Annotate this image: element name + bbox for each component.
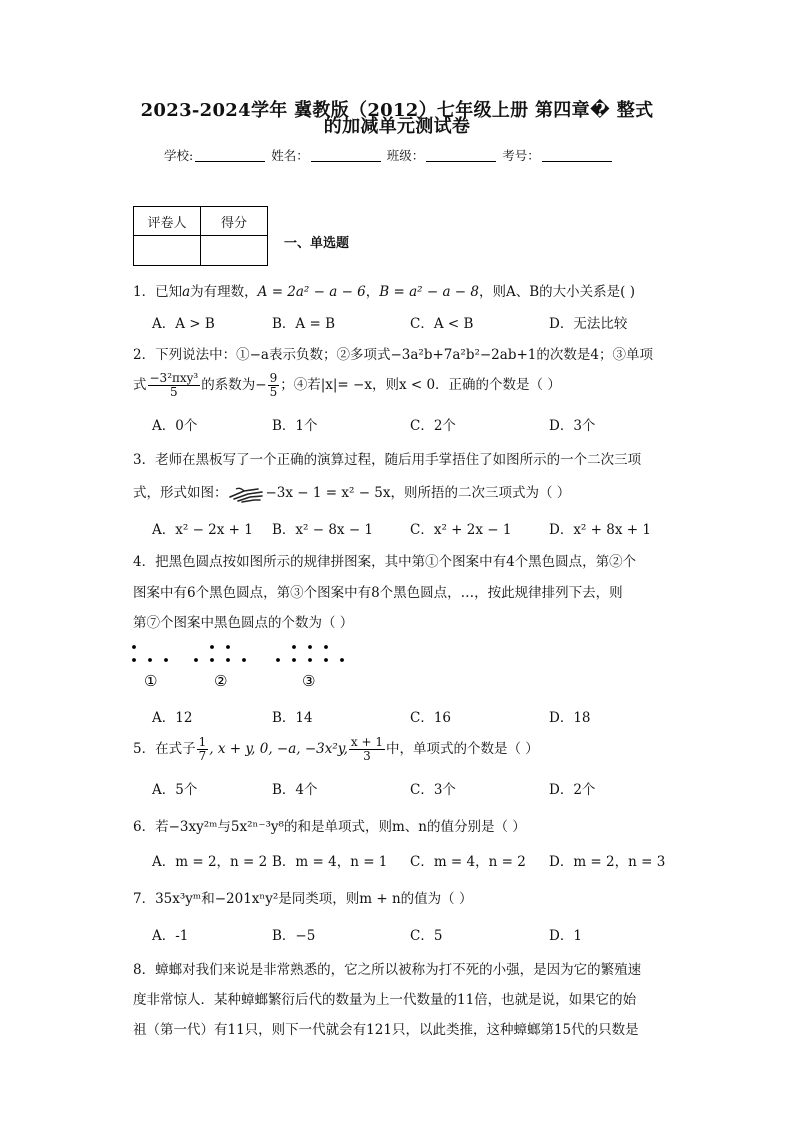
q6-option-b[interactable]: B．m = 4，n = 1 (272, 854, 388, 870)
q1-text-a: 已知 (155, 284, 183, 300)
q7-option-d[interactable]: D．1 (549, 928, 582, 944)
q1-expr-b: B = a² − a − 8 (379, 284, 479, 300)
pattern-3-dot (292, 658, 296, 662)
q4-option-c[interactable]: C．16 (410, 710, 452, 726)
pattern-2-dot (210, 658, 214, 662)
q1-var: a (182, 284, 191, 300)
q2-text-a: 式 (133, 377, 147, 393)
question-6 (133, 815, 526, 835)
q1-number: 1． (133, 284, 156, 300)
question-5 (133, 736, 539, 763)
q6-option-a[interactable]: A．m = 2，n = 2 (152, 854, 268, 870)
dot-pattern-figure (128, 640, 368, 694)
pattern-3-dot (308, 658, 312, 662)
q4-option-a[interactable]: A．12 (152, 710, 193, 726)
q4-number: 4． (133, 554, 156, 570)
q2-frac2-num: 9 (269, 371, 278, 385)
q2-option-d[interactable]: D．3个 (549, 418, 596, 434)
q3-option-b[interactable]: B．x² − 8x − 1 (272, 522, 374, 538)
question-8-line3: 祖（第一代）有11只，则下一代就会有121只，以此类推，这种蟑螂第15代的只数是 (133, 1022, 639, 1038)
q5-option-c[interactable]: C．3个 (410, 782, 456, 798)
q5-option-b[interactable]: B．4个 (272, 782, 318, 798)
grader-header: 评卷人 (134, 207, 201, 236)
name-blank[interactable] (311, 149, 381, 162)
question-8-line2: 度非常惊人．某种蟑螂繁衍后代的数量为上一代数量的11倍，也就是说，如果它的始 (133, 992, 637, 1008)
q5-frac1-num: 1 (198, 735, 207, 749)
class-label: 班级： (386, 148, 425, 163)
school-blank[interactable] (195, 149, 265, 162)
pattern-1-dot (148, 658, 152, 662)
q6-option-d[interactable]: D．m = 2，n = 3 (549, 854, 666, 870)
pattern-1-dot (164, 658, 168, 662)
q2-option-c[interactable]: C．2个 (410, 418, 456, 434)
q2-frac1-den: 5 (170, 385, 178, 399)
number-label: 考号： (502, 148, 540, 163)
question-2-line1 (133, 343, 653, 363)
q4-text-line1: 把黑色圆点按如图所示的规律拼图案，其中第①个图案中有4个黑色圆点，第②个 (155, 554, 637, 570)
question-4-line1 (133, 550, 636, 570)
pattern-3-dot (324, 645, 328, 649)
q5-fraction-1 (197, 736, 209, 763)
question-8-line1 (133, 958, 641, 978)
pattern-2-label: ② (214, 672, 228, 690)
q2-text-c: ；④若|x|= −x，则x < 0．正确的个数是（ ） (280, 377, 561, 393)
question-4-line2: 图案中有6个黑色圆点，第③个图案中有8个黑色圆点，…，按此规律排列下去，则 (133, 585, 623, 601)
q3-text-line1: 老师在黑板写了一个正确的演算过程，随后用手掌捂住了如图所示的一个二次三项 (155, 452, 642, 468)
q7-option-b[interactable]: B．−5 (272, 928, 316, 944)
q2-fraction-2 (268, 372, 280, 399)
class-blank[interactable] (426, 149, 496, 162)
q3-number: 3． (133, 452, 156, 468)
pattern-3-dot (292, 645, 296, 649)
q2-text-line1: 下列说法中：①−a表示负数；②多项式−3a²b+7a²b²−2ab+1的次数是4；③单项 (155, 347, 653, 363)
q3-text-a: 式，形式如图： (133, 485, 228, 501)
q7-option-a[interactable]: A．-1 (152, 928, 189, 944)
pattern-2-dot (210, 645, 214, 649)
pattern-2-dot (194, 658, 198, 662)
q2-option-a[interactable]: A．0个 (152, 418, 198, 434)
exam-title-line2: 的加减单元测试卷 (323, 116, 471, 137)
score-header: 得分 (201, 207, 268, 236)
q5-option-d[interactable]: D．2个 (549, 782, 596, 798)
q1-option-d[interactable]: D．无法比较 (549, 316, 628, 332)
palm-hand-icon (228, 483, 266, 505)
pattern-3-dot (308, 645, 312, 649)
q1-text-c: ，则A、B的大小关系是( ) (478, 284, 635, 300)
pattern-1-label: ① (144, 672, 158, 690)
pattern-3-dot (324, 658, 328, 662)
pattern-3-label: ③ (302, 672, 316, 690)
q5-fraction-2 (349, 736, 385, 763)
q5-text-a: 在式子 (155, 741, 196, 757)
q5-frac1-den: 7 (198, 749, 207, 763)
q4-option-b[interactable]: B．14 (272, 710, 313, 726)
pattern-2-dot (226, 658, 230, 662)
q1-sep: ， (365, 284, 380, 300)
question-3-line1 (133, 448, 641, 468)
q6-text: 若−3xy²ᵐ与5x²ⁿ⁻³y⁸的和是单项式，则m、n的值分别是（ ） (155, 819, 526, 835)
student-info-line (164, 146, 614, 164)
score-cell[interactable] (201, 236, 268, 266)
q7-text: 35x³yᵐ和−201xⁿy²是同类项，则m + n的值为（ ） (155, 891, 473, 907)
q5-frac2-num: x + 1 (350, 735, 383, 749)
question-2-line2 (133, 372, 561, 399)
q2-number: 2． (133, 347, 156, 363)
pattern-1-dot (132, 658, 136, 662)
pattern-2-dot (242, 658, 246, 662)
score-table (133, 206, 268, 266)
pattern-3-dot (340, 658, 344, 662)
q3-option-c[interactable]: C．x² + 2x − 1 (410, 522, 512, 538)
q1-option-b[interactable]: B．A = B (272, 316, 335, 332)
q7-option-c[interactable]: C．5 (410, 928, 443, 944)
exam-title-line1: 2023-2024学年 冀教版（2012）七年级上册 第四章� 整式 (140, 100, 654, 121)
pattern-3-dot (276, 658, 280, 662)
q7-number: 7． (133, 891, 156, 907)
q5-number: 5． (133, 741, 156, 757)
q4-option-d[interactable]: D．18 (549, 710, 591, 726)
pattern-2-dot (226, 645, 230, 649)
q1-option-a[interactable]: A．A > B (152, 316, 215, 332)
q3-option-a[interactable]: A．x² − 2x + 1 (152, 522, 253, 538)
pattern-1-dot (132, 645, 136, 649)
q5-text-c: 中，单项式的个数是（ ） (386, 741, 539, 757)
question-7 (133, 887, 472, 907)
q6-option-c[interactable]: C．m = 4，n = 2 (410, 854, 526, 870)
q1-text-b: 为有理数， (190, 284, 258, 300)
q2-text-b: 的系数为− (201, 377, 267, 393)
q5-frac2-den: 3 (363, 749, 371, 763)
name-label: 姓名： (271, 148, 309, 163)
q2-option-b[interactable]: B．1个 (272, 418, 318, 434)
q8-text-line1: 蟑螂对我们来说是非常熟悉的，它之所以被称为打不死的小强，是因为它的繁殖速 (155, 962, 642, 978)
q5-text-b: , x + y, 0, −a, −3x²y, (209, 741, 348, 757)
q2-frac2-den: 5 (269, 385, 278, 399)
question-1 (133, 280, 635, 300)
q1-option-c[interactable]: C．A < B (410, 316, 474, 332)
number-blank[interactable] (542, 149, 612, 162)
q3-option-d[interactable]: D．x² + 8x + 1 (549, 522, 651, 538)
q6-number: 6． (133, 819, 156, 835)
school-label: 学校: (164, 148, 194, 163)
question-4-line3: 第⑦个图案中黑色圆点的个数为（ ） (133, 615, 354, 631)
q2-frac1-num: −3²πxy³ (149, 371, 199, 385)
q2-fraction-1 (148, 372, 201, 399)
q1-expr-a: A = 2a² − a − 6 (257, 284, 366, 300)
section-title: 一、单选题 (284, 236, 350, 251)
q3-text-b: −3x − 1 = x² − 5x，则所捂的二次三项式为（ ） (265, 485, 571, 501)
question-3-line2 (133, 481, 570, 505)
q5-option-a[interactable]: A．5个 (152, 782, 198, 798)
grader-cell[interactable] (134, 236, 201, 266)
q8-number: 8． (133, 962, 156, 978)
